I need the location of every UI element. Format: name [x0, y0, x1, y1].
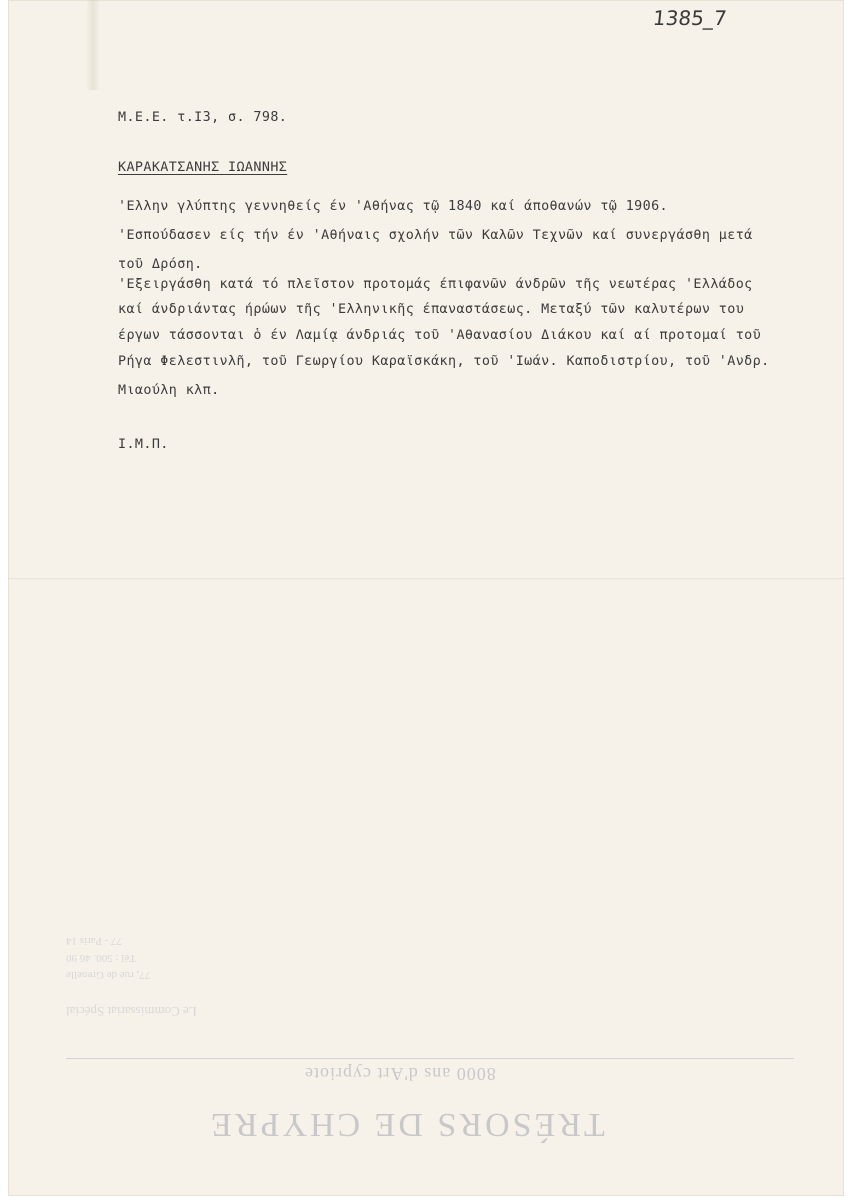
letterhead-address-line: Tél : 500. 46 90 — [66, 952, 136, 964]
reference-line: Μ.Ε.Ε. τ.Ι3, σ. 798. — [118, 110, 288, 125]
body-line: 'Ελλην γλύπτης γεννηθείς έν 'Αθήνας τῷ 1840 καί άποθανών τῷ 1906. — [118, 199, 669, 214]
body-line: τοῦ Δρόση. — [118, 257, 203, 272]
signature-initials: Ι.Μ.Π. — [118, 437, 169, 452]
paper-crease — [86, 0, 100, 90]
body-line: καί άνδριάντας ήρώων τῆς 'Ελληνικῆς έπαναστάσεως. Μεταξύ τῶν καλυτέρων του — [118, 302, 745, 317]
letterhead-subtitle: 8000 ans d'Art cypriote — [304, 1064, 496, 1084]
body-line: 'Εσπούδασεν είς τήν έν 'Αθήναις σχολήν τῶν Καλῶν Τεχνῶν καί συνεργάσθη μετά — [118, 228, 753, 243]
body-line: 'Εξειργάσθη κατά τό πλεῖστον προτομάς έπιφανῶν άνδρῶν τῆς νεωτέρας 'Ελλάδος — [118, 277, 753, 292]
letterhead-address-line: 77, rue de Grenelle — [66, 969, 151, 981]
letterhead-org: Le Commissariat Spécial — [66, 1004, 197, 1019]
letterhead-title: TRÉSORS DE CHYPRE — [208, 1106, 605, 1143]
body-line: Ρήγα Φελεστινλῆ, τοῦ Γεωργίου Καραϊσκάκη, τοῦ 'Ιωάν. Καποδιστρίου, τοῦ 'Ανδρ. — [118, 354, 770, 369]
subject-name: ΚΑΡΑΚΑΤΣΑΝΗΣ ΙΩΑΝΝΗΣ — [118, 160, 288, 175]
letterhead-address-line: 77 - Paris 14 — [66, 935, 122, 947]
letterhead-rule — [66, 1058, 794, 1059]
archive-number: 1385_7 — [651, 6, 728, 30]
paper-fold — [8, 578, 844, 580]
document-sheet — [8, 0, 844, 1196]
body-line: Μιαούλη κλπ. — [118, 383, 220, 398]
body-line: έργων τάσσονται ὁ έν Λαμίᾳ άνδριάς τοῦ 'Αθανασίου Διάκου καί αί προτομαί τοῦ — [118, 328, 762, 343]
